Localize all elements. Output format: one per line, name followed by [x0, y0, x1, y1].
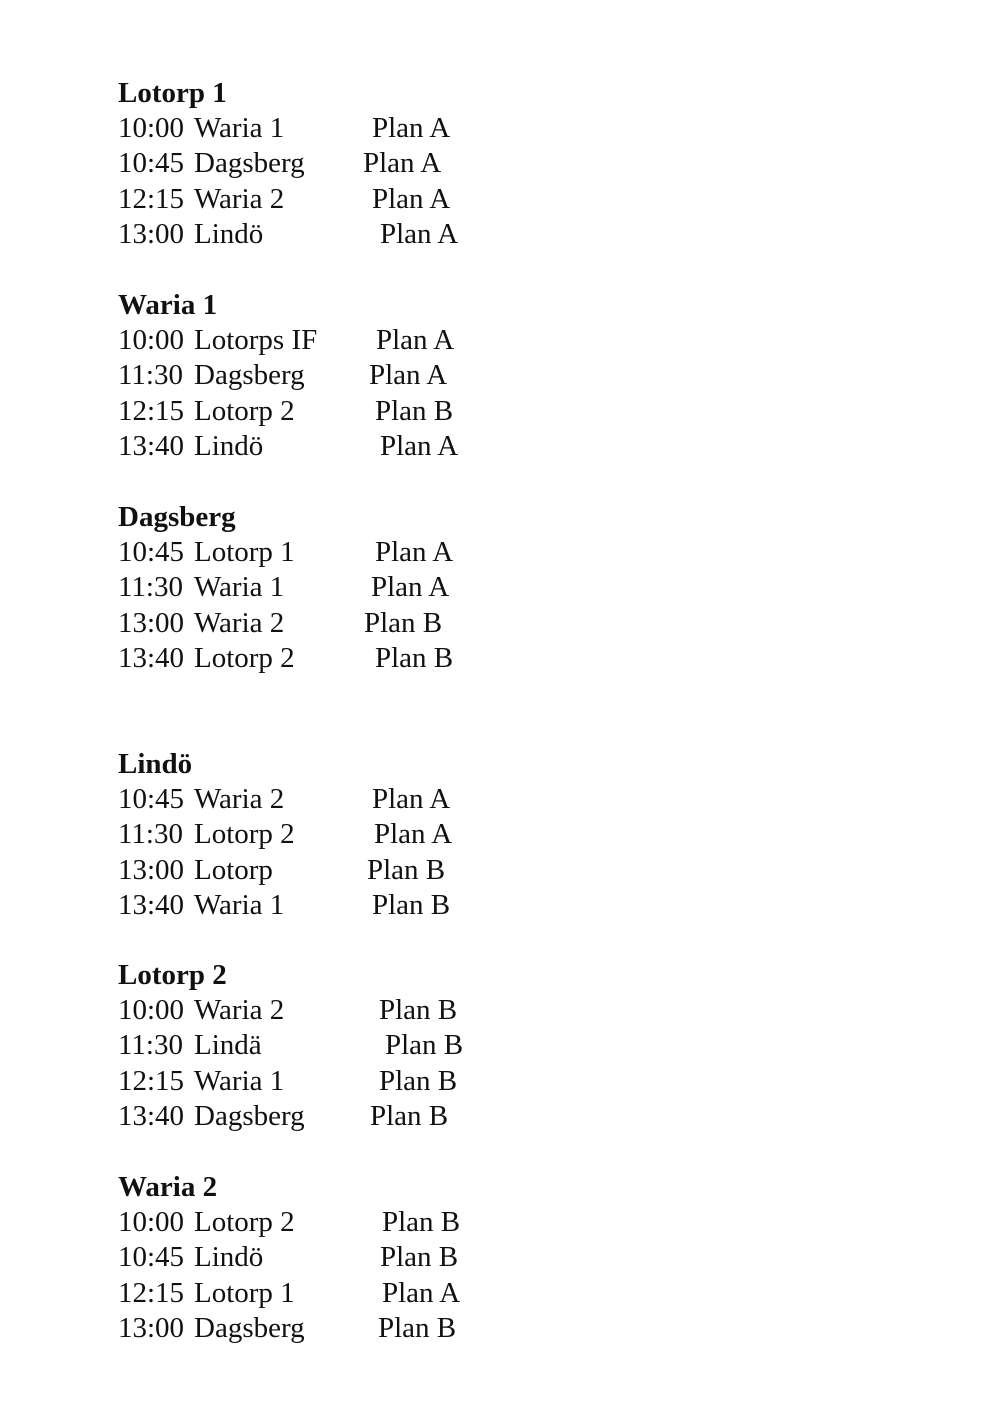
match-row: [118, 429, 459, 464]
match-time: 11:30: [118, 571, 183, 604]
match-field: Plan B: [375, 394, 454, 427]
match-row: [118, 535, 454, 570]
match-row: [118, 1099, 449, 1134]
match-field: Plan A: [372, 182, 451, 215]
match-time: 12:15: [118, 1276, 185, 1309]
match-field: Plan A: [371, 571, 450, 604]
match-time: 10:00: [118, 994, 185, 1026]
match-opponent: Waria 1: [194, 112, 285, 144]
match-field: Plan B: [370, 1099, 449, 1132]
match-field: Plan B: [380, 1241, 459, 1274]
match-opponent: Waria 2: [194, 783, 285, 815]
match-opponent: Lotorp 2: [194, 394, 295, 427]
match-field: Plan B: [379, 1064, 458, 1097]
match-time: 10:45: [118, 536, 185, 568]
match-field: Plan B: [375, 641, 454, 674]
match-time: 10:45: [118, 783, 185, 815]
match-time: 13:00: [118, 217, 185, 250]
match-row: [118, 782, 451, 817]
match-row: [118, 1064, 458, 1099]
match-opponent: Dagsberg: [194, 359, 305, 392]
match-field: Plan A: [363, 147, 442, 180]
match-row: [118, 182, 451, 217]
match-field: Plan A: [372, 112, 451, 144]
match-field: Plan B: [378, 1311, 457, 1344]
match-opponent: Waria 1: [194, 571, 285, 604]
match-opponent: Waria 2: [194, 994, 285, 1026]
team-heading: Waria 1: [118, 289, 218, 321]
match-row: [118, 358, 448, 393]
match-row: [118, 394, 454, 429]
team-heading: Waria 2: [118, 1171, 218, 1203]
match-row: [118, 570, 450, 605]
match-field: Plan A: [376, 324, 455, 356]
match-time: 10:45: [118, 147, 185, 180]
match-field: Plan B: [385, 1029, 464, 1062]
match-opponent: Lotorp 2: [194, 818, 295, 851]
match-row: [118, 323, 455, 358]
match-time: 13:40: [118, 641, 185, 674]
team-schedule-dagsberg: [118, 500, 454, 676]
match-time: 10:00: [118, 1206, 185, 1238]
match-field: Plan A: [372, 783, 451, 815]
match-opponent: Lotorp: [194, 853, 273, 886]
team-schedule-waria-1: [118, 288, 459, 464]
team-schedule-lotorp-2: [118, 958, 464, 1134]
match-field: Plan B: [379, 994, 458, 1026]
match-field: Plan A: [380, 429, 459, 462]
match-opponent: Dagsberg: [194, 1311, 305, 1344]
match-opponent: Lindö: [194, 429, 264, 462]
team-heading: Dagsberg: [118, 501, 236, 533]
match-time: 11:30: [118, 818, 183, 851]
match-time: 10:45: [118, 1241, 185, 1274]
match-row: [118, 1276, 461, 1311]
match-field: Plan A: [369, 359, 448, 392]
match-time: 10:00: [118, 112, 185, 144]
match-field: Plan B: [372, 888, 451, 921]
match-opponent: Waria 1: [194, 1064, 285, 1097]
match-row: [118, 1311, 457, 1346]
match-row: [118, 641, 454, 676]
match-time: 13:40: [118, 1099, 185, 1132]
match-row: [118, 606, 443, 641]
match-time: 13:00: [118, 1311, 185, 1344]
match-row: [118, 1205, 461, 1240]
match-time: 12:15: [118, 182, 185, 215]
match-field: Plan B: [364, 606, 443, 639]
match-opponent: Waria 2: [194, 182, 285, 215]
team-schedule-lotorp-1: [118, 76, 459, 252]
match-time: 12:15: [118, 394, 185, 427]
team-heading: Lindö: [118, 748, 193, 780]
match-opponent: Lotorp 1: [194, 1276, 295, 1309]
match-time: 12:15: [118, 1064, 185, 1097]
match-row: [118, 1240, 459, 1275]
match-time: 13:00: [118, 853, 185, 886]
match-field: Plan A: [382, 1276, 461, 1309]
match-opponent: Lotorps IF: [194, 324, 318, 356]
match-row: [118, 993, 458, 1028]
match-field: Plan B: [367, 853, 446, 886]
team-schedule-lindo: [118, 747, 453, 923]
match-time: 13:40: [118, 429, 185, 462]
match-field: Plan A: [374, 818, 453, 851]
match-time: 10:00: [118, 324, 185, 356]
match-field: Plan B: [382, 1206, 461, 1238]
match-row: [118, 853, 446, 888]
match-opponent: Lindö: [194, 1241, 264, 1274]
match-row: [118, 888, 451, 923]
match-opponent: Lotorp 2: [194, 641, 295, 674]
match-opponent: Dagsberg: [194, 1099, 305, 1132]
match-opponent: Waria 1: [194, 888, 285, 921]
match-field: Plan A: [380, 217, 459, 250]
match-row: [118, 217, 459, 252]
match-field: Plan A: [375, 536, 454, 568]
match-opponent: Dagsberg: [194, 147, 305, 180]
match-opponent: Lotorp 1: [194, 536, 295, 568]
team-heading: Lotorp 2: [118, 959, 227, 991]
match-time: 13:40: [118, 888, 185, 921]
match-row: [118, 146, 442, 181]
team-schedule-waria-2: [118, 1170, 461, 1346]
match-time: 11:30: [118, 1029, 183, 1062]
match-row: [118, 111, 451, 146]
match-row: [118, 817, 453, 852]
match-opponent: Lotorp 2: [194, 1206, 295, 1238]
match-time: 11:30: [118, 359, 183, 392]
team-heading: Lotorp 1: [118, 77, 227, 109]
match-opponent: Lindö: [194, 217, 264, 250]
match-opponent: Waria 2: [194, 606, 285, 639]
match-time: 13:00: [118, 606, 185, 639]
match-row: [118, 1028, 464, 1063]
match-opponent: Lindä: [194, 1029, 262, 1062]
